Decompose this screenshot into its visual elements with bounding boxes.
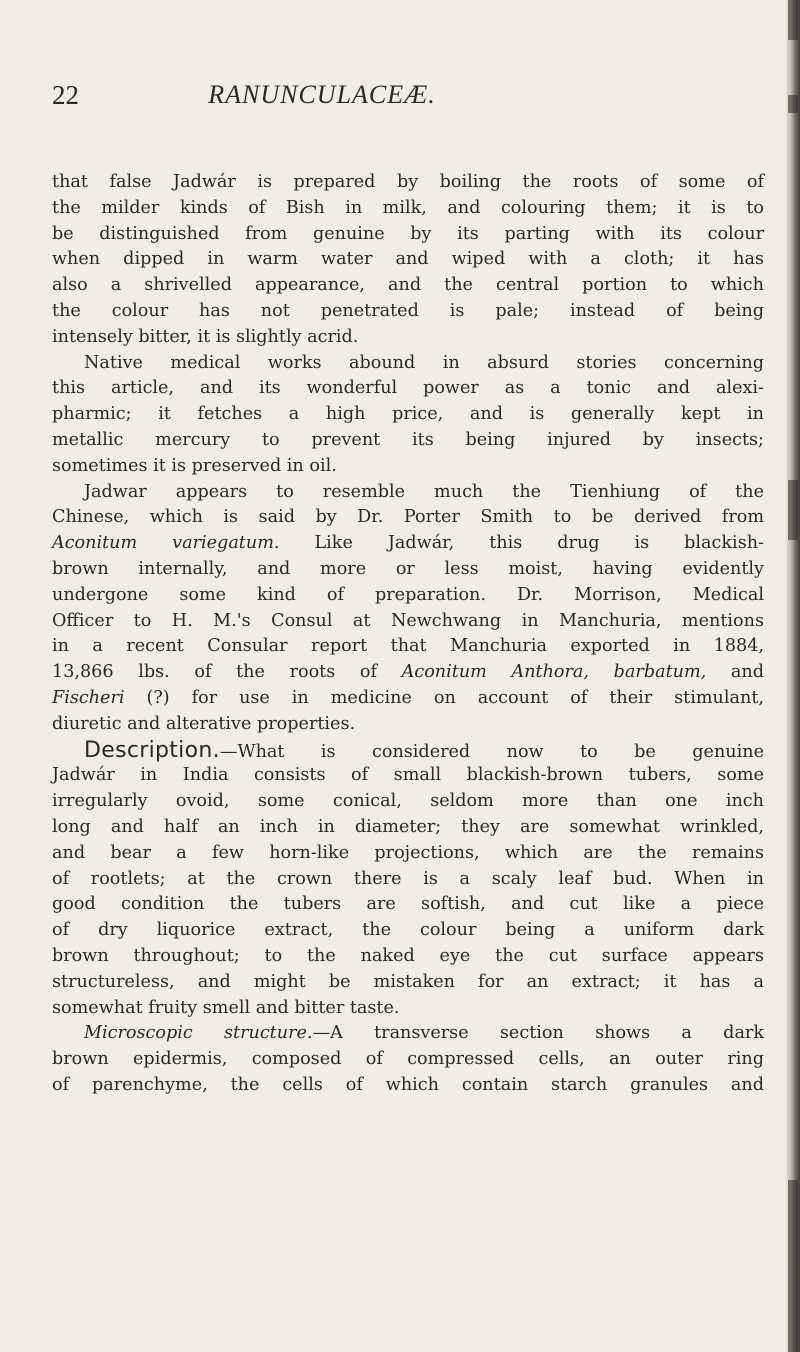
- text-line: diuretic and alterative properties.: [52, 713, 356, 734]
- text-line: long and half an inch in diameter; they are somewhat wrinkled,: [52, 816, 764, 837]
- italic-name: Aconitum Anthora, barbatum,: [401, 662, 707, 683]
- text-line: undergone some kind of preparation. Dr. Morrison, Medical: [52, 584, 764, 605]
- text-span: —What is considered now to be genuine: [219, 741, 764, 762]
- text-line: and bear a few horn-like projections, which are the remains: [52, 842, 764, 863]
- text-line: metallic mercury to prevent its being injured by insects;: [52, 429, 764, 450]
- text-line: brown throughout; to the naked eye the cut surface appears: [52, 945, 764, 966]
- description-first-line: [52, 738, 764, 764]
- page-edge-shadow: [786, 0, 800, 1352]
- text-line: Aconitum variegatum. Like Jadwár, this drug is blackish-: [52, 533, 764, 554]
- page-number: 22: [52, 80, 79, 110]
- text-line: Native medical works abound in absurd stories concerning: [84, 352, 764, 373]
- text-line: structureless, and might be mistaken for an extract; it has a: [52, 971, 764, 992]
- text-line: when dipped in warm water and wiped with a cloth; it has: [52, 249, 764, 270]
- italic-lead-microscopic: Microscopic structure.: [84, 1023, 313, 1044]
- text-line: brown epidermis, composed of compressed cells, an outer ring: [52, 1049, 764, 1070]
- text-span: —A transverse section shows a dark: [312, 1023, 765, 1044]
- text-line: be distinguished from genuine by its parting with its colour: [52, 223, 764, 244]
- section-heading-description: Description.: [84, 737, 220, 763]
- text-line: Officer to H. M.'s Consul at Newchwang in Manchuria, mentions: [52, 610, 764, 631]
- text-line: of parenchyme, the cells of which contain starch granules and: [52, 1074, 764, 1095]
- text-line: intensely bitter, it is slightly acrid.: [52, 326, 359, 347]
- text-line: Jadwar appears to resemble much the Tienhiung of the: [84, 481, 764, 502]
- text-line: irregularly ovoid, some conical, seldom more than one inch: [52, 791, 764, 812]
- text-line: the milder kinds of Bish in milk, and colouring them; it is to: [52, 197, 764, 218]
- text-line: good condition the tubers are softish, and cut like a piece: [52, 894, 764, 915]
- page-header: [52, 78, 764, 112]
- text-line: Jadwár in India consists of small blackish-brown tubers, some: [52, 765, 764, 786]
- text-line: also a shrivelled appearance, and the central portion to which: [52, 275, 764, 296]
- text-line: pharmic; it fetches a high price, and is generally kept in: [52, 404, 764, 425]
- text-line: of dry liquorice extract, the colour being a uniform dark: [52, 920, 764, 941]
- text-line: this article, and its wonderful power as a tonic and alexi-: [52, 378, 764, 399]
- text-line: 13,866 lbs. of the roots of Aconitum Anthora, barbatum, and: [52, 662, 764, 683]
- text-line: in a recent Consular report that Manchuria exported in 1884,: [52, 636, 764, 657]
- text-line: Fischeri (?) for use in medicine on account of their stimulant,: [52, 687, 764, 708]
- running-title: RANUNCULACEÆ.: [208, 80, 436, 109]
- text-line: brown internally, and more or less moist, having evidently: [52, 558, 764, 579]
- text-line: of rootlets; at the crown there is a scaly leaf bud. When in: [52, 868, 764, 889]
- text-line: somewhat fruity smell and bitter taste.: [52, 997, 400, 1018]
- text-line: sometimes it is preserved in oil.: [52, 455, 337, 476]
- text-line: that false Jadwár is prepared by boiling the roots of some of: [52, 172, 764, 192]
- text-line: the colour has not penetrated is pale; instead of being: [52, 300, 764, 321]
- microscopic-first-line: [52, 1021, 764, 1047]
- text-line: Chinese, which is said by Dr. Porter Smith to be derived from: [52, 507, 764, 528]
- body-text: [52, 170, 764, 1099]
- italic-name: Aconitum variegatum.: [52, 533, 280, 554]
- italic-name: Fischeri: [52, 687, 125, 708]
